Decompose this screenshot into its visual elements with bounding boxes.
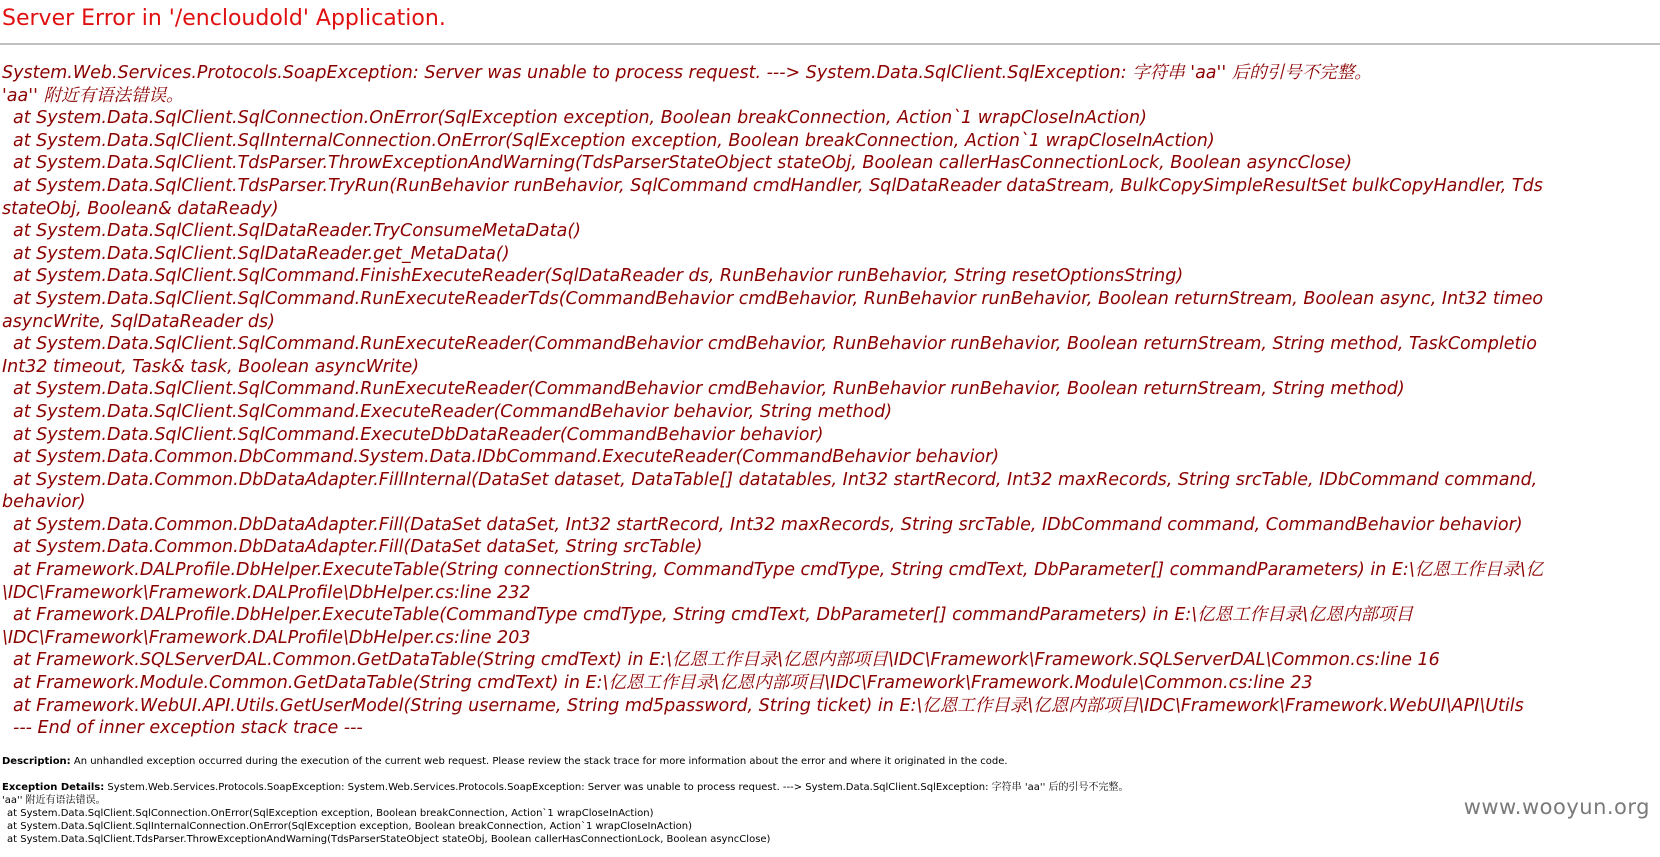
stack-frame: at System.Data.SqlClient.SqlCommand.RunExecuteReader(CommandBehavior cmdBehavior, RunBehavior runBehavior, Boolean returnStream, String method)	[13, 379, 1405, 400]
stack-frame: at System.Data.Common.DbCommand.System.Data.IDbCommand.ExecuteReader(CommandBehavior behavior)	[13, 447, 1000, 468]
stack-frame: at System.Data.SqlClient.SqlConnection.OnError(SqlException exception, Boolean breakConnection, Action`1 wrapCloseInAction)	[13, 108, 1147, 129]
exception-details-row	[2, 781, 1652, 794]
description-text: An unhandled exception occurred during the execution of the current web request. Please review the stack trace for more information about the error and where it originated in the code.	[70, 756, 1008, 767]
exception-details-text: System.Web.Services.Protocols.SoapException: System.Web.Services.Protocols.SoapException: Server was unable to process request. ---> System.Data.SqlClient.SqlException: 字符串 'aa'' 后的引号不完整。	[104, 782, 1129, 793]
exception-message-line: System.Web.Services.Protocols.SoapException: Server was unable to process request. ---> System.Data.SqlClient.SqlException: 字符串 'aa'' 后的引号不完整。	[2, 63, 1372, 83]
stack-frame-continuation: stateObj, Boolean& dataReady)	[2, 198, 279, 219]
details-stack-frame: at System.Data.SqlClient.TdsParser.ThrowExceptionAndWarning(TdsParserStateObject stateObj, Boolean callerHasConnectionLock, Boolean asyncClose)	[7, 834, 771, 845]
stack-frame-continuation: Int32 timeout, Task& task, Boolean asyncWrite)	[2, 356, 420, 377]
stack-frame-continuation: \IDC\Framework\Framework.DALProfile\DbHelper.cs:line 203	[2, 627, 531, 648]
stack-frame-continuation: behavior)	[2, 492, 86, 513]
title-divider	[0, 43, 1660, 45]
stack-frame: at Framework.DALProfile.DbHelper.ExecuteTable(String connectionString, CommandType cmdType, String cmdText, DbParameter[] commandParameters) in E:\亿恩工作目录\亿	[13, 560, 1544, 581]
description-label: Description:	[2, 756, 71, 767]
stack-frame: at System.Data.SqlClient.SqlCommand.RunExecuteReaderTds(CommandBehavior cmdBehavior, RunBehavior runBehavior, Boolean returnStream, Boolean async, Int32 timeo	[13, 288, 1544, 309]
exception-details-label: Exception Details:	[2, 782, 105, 793]
stack-frame: at System.Data.Common.DbDataAdapter.Fill(DataSet dataSet, String srcTable)	[13, 537, 703, 558]
description-row	[2, 755, 1652, 768]
stack-frame: at System.Data.SqlClient.SqlCommand.ExecuteReader(CommandBehavior behavior, String method)	[13, 401, 893, 422]
exception-details-line: 'aa'' 附近有语法错误。	[2, 795, 106, 806]
stack-frame: at System.Data.SqlClient.SqlCommand.FinishExecuteReader(SqlDataReader ds, RunBehavior runBehavior, String resetOptionsString)	[13, 266, 1184, 287]
stack-frame: at Framework.WebUI.API.Utils.GetUserModel(String username, String md5password, String ticket) in E:\亿恩工作目录\亿恩内部项目\IDC\Framework\Framework.WebUI\API\Utils	[13, 695, 1524, 716]
stack-frame: at System.Data.SqlClient.SqlDataReader.TryConsumeMetaData()	[13, 221, 581, 242]
details-stack-frame: at System.Data.SqlClient.SqlInternalConnection.OnError(SqlException exception, Boolean breakConnection, Action`1 wrapCloseInAction)	[7, 821, 693, 832]
stack-trace	[2, 107, 1652, 717]
stack-frame: at System.Data.SqlClient.SqlInternalConnection.OnError(SqlException exception, Boolean breakConnection, Action`1 wrapCloseInAction)	[13, 130, 1215, 151]
exception-message-line: 'aa'' 附近有语法错误。	[2, 85, 184, 106]
stack-frame: at System.Data.Common.DbDataAdapter.Fill(DataSet dataSet, Int32 startRecord, Int32 maxRecords, String srcTable, IDbCommand command, CommandBehavior behavior)	[13, 514, 1523, 535]
stack-frame: at Framework.DALProfile.DbHelper.ExecuteTable(CommandType cmdType, String cmdText, DbParameter[] commandParameters) in E:\亿恩工作目录\亿恩内部项目	[13, 605, 1414, 626]
error-details	[2, 755, 1652, 846]
details-stack-frame: at System.Data.SqlClient.SqlConnection.OnError(SqlException exception, Boolean breakConnection, Action`1 wrapCloseInAction)	[7, 808, 654, 819]
stack-frame: at System.Data.SqlClient.SqlDataReader.get_MetaData()	[13, 243, 510, 264]
stack-trace-end-marker: --- End of inner exception stack trace ---	[13, 718, 363, 739]
exception-message-block	[2, 62, 1652, 740]
stack-frame: at System.Data.Common.DbDataAdapter.FillInternal(DataSet dataset, DataTable[] datatables, Int32 startRecord, Int32 maxRecords, String srcTable, IDbCommand command,	[13, 469, 1538, 490]
stack-frame: at Framework.SQLServerDAL.Common.GetDataTable(String cmdText) in E:\亿恩工作目录\亿恩内部项目\IDC\Framework\Framework.SQLServerDAL\Common.cs:line 16	[13, 650, 1440, 671]
exception-details-stack	[2, 807, 1652, 846]
stack-frame: at System.Data.SqlClient.SqlCommand.RunExecuteReader(CommandBehavior cmdBehavior, RunBehavior runBehavior, Boolean returnStream, String method, TaskCompletio	[13, 334, 1537, 355]
stack-frame: at System.Data.SqlClient.TdsParser.TryRun(RunBehavior runBehavior, SqlCommand cmdHandler, SqlDataReader dataStream, BulkCopySimpleResultSet bulkCopyHandler, Tds	[13, 175, 1543, 196]
spacer	[2, 768, 1652, 781]
stack-frame: at System.Data.SqlClient.SqlCommand.ExecuteDbDataReader(CommandBehavior behavior)	[13, 424, 824, 445]
page-title: Server Error in '/encloudold' Application.	[2, 6, 446, 31]
stack-frame: at Framework.Module.Common.GetDataTable(String cmdText) in E:\亿恩工作目录\亿恩内部项目\IDC\Framework\Framework.Module\Common.cs:line 23	[13, 673, 1313, 694]
watermark: www.wooyun.org	[1463, 795, 1650, 819]
stack-frame-continuation: \IDC\Framework\Framework.DALProfile\DbHelper.cs:line 232	[2, 582, 531, 603]
stack-frame-continuation: asyncWrite, SqlDataReader ds)	[2, 311, 275, 332]
stack-frame: at System.Data.SqlClient.TdsParser.ThrowExceptionAndWarning(TdsParserStateObject stateObj, Boolean callerHasConnectionLock, Boolean asyncClose)	[13, 153, 1353, 174]
